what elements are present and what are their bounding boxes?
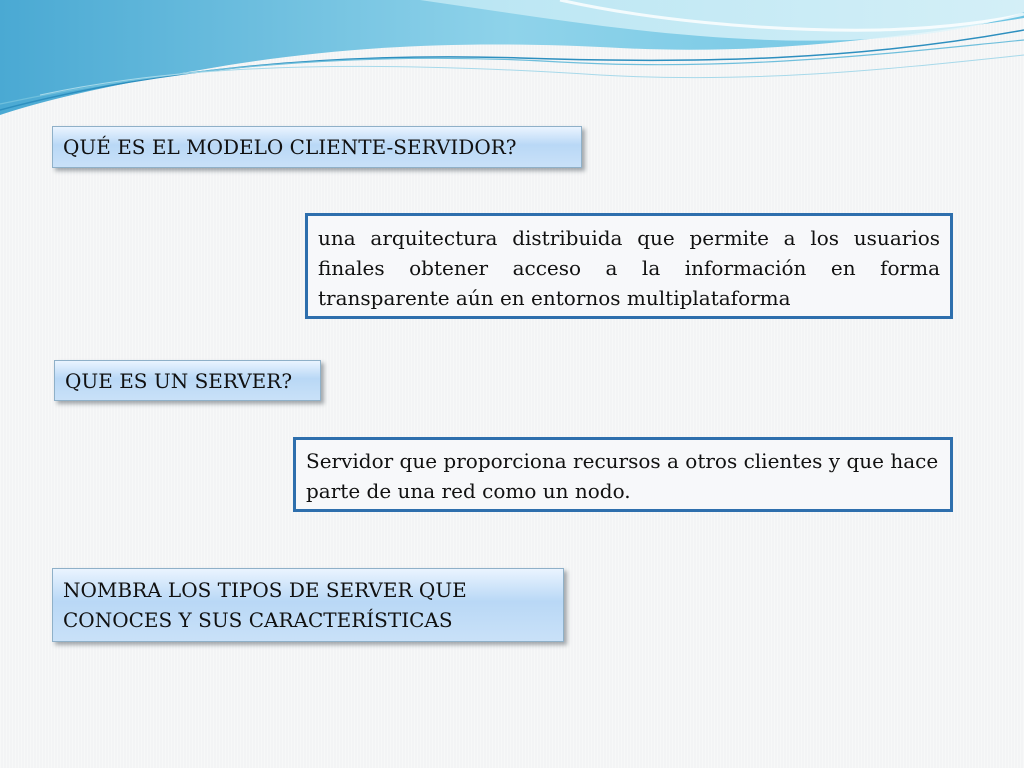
answer-client-server-model xyxy=(305,213,953,319)
question-client-server-model xyxy=(52,126,582,168)
answer-text: Servidor que proporciona recursos a otros clientes y que hace parte de una red como un nodo. xyxy=(306,449,939,503)
question-what-is-server xyxy=(54,360,321,401)
answer-text: una arquitectura distribuida que permite a los usuarios finales obtener acceso a la información en forma transparente aún en entornos multiplataforma xyxy=(318,226,940,310)
question-text: QUÉ ES EL MODELO CLIENTE-SERVIDOR? xyxy=(63,135,517,159)
decorative-wave-header xyxy=(0,0,1024,130)
answer-what-is-server xyxy=(293,437,953,512)
question-server-types xyxy=(52,568,564,642)
question-text: NOMBRA LOS TIPOS DE SERVER QUE CONOCES Y SUS CARACTERÍSTICAS xyxy=(63,578,467,632)
question-text: QUE ES UN SERVER? xyxy=(65,369,293,393)
